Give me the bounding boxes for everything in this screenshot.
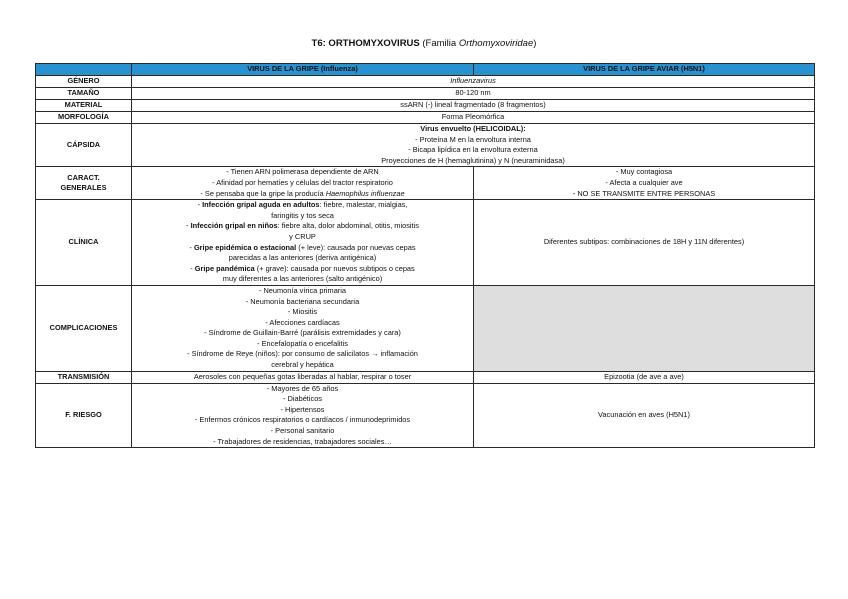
clinica-item bbox=[135, 264, 470, 275]
complicacion-line: - Miositis bbox=[287, 307, 318, 317]
caract-last-italic: Haemophilus influenzae bbox=[325, 188, 405, 198]
clinica-item-cont: y CRUP bbox=[289, 231, 316, 241]
clinica-item-text: (+ leve): causada por nuevas cepas bbox=[296, 242, 416, 252]
row-label-clinica: CLÍNICA bbox=[36, 200, 132, 286]
table-row-clinica bbox=[36, 200, 815, 286]
row-label-morfologia: MORFOLOGÍA bbox=[36, 112, 132, 124]
riesgo-avian-cell: Vacunación en aves (H5N1) bbox=[474, 383, 815, 448]
table-row-morfologia bbox=[36, 112, 815, 124]
complicaciones-influenza-cell bbox=[132, 285, 474, 371]
table-row-complicaciones bbox=[36, 285, 815, 371]
riesgo-influenza-cell bbox=[132, 383, 474, 448]
dash: - bbox=[197, 200, 203, 210]
complicacion-line: - Neumonía bacteriana secundaria bbox=[245, 296, 360, 306]
virus-table bbox=[35, 63, 815, 448]
header-empty bbox=[36, 64, 132, 76]
material-value: ssARN (-) lineal fragmentado (8 fragmentos) bbox=[132, 100, 815, 112]
clinica-item bbox=[135, 243, 470, 254]
complicaciones-avian-cell-empty bbox=[474, 285, 815, 371]
genero-value: Influenzavirus bbox=[132, 76, 815, 88]
dash: - bbox=[189, 242, 194, 252]
table-row-transmision bbox=[36, 371, 815, 383]
clinica-item-text: : fiebre, malestar, mialgias, bbox=[319, 200, 408, 210]
riesgo-line: - Hipertensos bbox=[280, 404, 325, 414]
caract-avian-line: - Muy contagiosa bbox=[615, 167, 673, 177]
capsida-line: - Bicapa lipídica en la envoltura externa bbox=[408, 145, 538, 155]
title-paren-open: (Familia bbox=[419, 38, 459, 49]
transmision-influenza-cell: Aerosoles con pequeñas gotas liberadas al hablar, respirar o toser bbox=[132, 371, 474, 383]
caract-label-2: GENERALES bbox=[60, 183, 107, 193]
dash: - bbox=[190, 263, 195, 273]
caract-last-prefix: - Se pensaba que la gripe la producía bbox=[200, 188, 326, 198]
caract-label-1: CARACT. bbox=[67, 172, 100, 182]
clinica-item-cont: faringitis y tos seca bbox=[271, 210, 334, 220]
complicacion-line: - Neumonía vírica primaria bbox=[258, 285, 347, 295]
capsida-line: Proyecciones de H (hemaglutinina) y N (neuraminidasa) bbox=[381, 155, 565, 165]
clinica-item-text: (+ grave): causada por nuevos subtipos o cepas bbox=[254, 263, 415, 273]
dash: - bbox=[186, 221, 191, 231]
row-label-transmision: TRANSMISIÓN bbox=[36, 371, 132, 383]
riesgo-line: - Trabajadores de residencias, trabajadores sociales… bbox=[213, 436, 392, 446]
caract-avian-line: - Afecta a cualquier ave bbox=[605, 177, 683, 187]
riesgo-line: - Diabéticos bbox=[282, 394, 323, 404]
riesgo-line: - Mayores de 65 años bbox=[266, 383, 339, 393]
tamano-value: 80-120 nm bbox=[132, 88, 815, 100]
transmision-avian-cell: Epizootia (de ave a ave) bbox=[474, 371, 815, 383]
riesgo-line: - Personal sanitario bbox=[270, 426, 335, 436]
title-family: Orthomyxoviridae bbox=[458, 38, 534, 49]
title-paren-close: ) bbox=[533, 38, 537, 49]
row-label-material: MATERIAL bbox=[36, 100, 132, 112]
riesgo-line: - Enfermos crónicos respiratorios o cardíacos / inmunodeprimidos bbox=[194, 415, 411, 425]
table-row-tamano bbox=[36, 88, 815, 100]
clinica-item-title: Infección gripal aguda en adultos bbox=[202, 200, 320, 210]
clinica-item bbox=[135, 221, 470, 232]
header-avian: VIRUS DE LA GRIPE AVIAR (H5N1) bbox=[474, 64, 815, 76]
title-main: T6: ORTHOMYXOVIRUS bbox=[311, 38, 420, 49]
capsida-cell bbox=[132, 124, 815, 167]
complicacion-line: - Síndrome de Reye (niños): por consumo de salicilatos → inflamación bbox=[187, 349, 418, 359]
caract-line: - Tienen ARN polimerasa dependiente de ARN bbox=[226, 167, 379, 177]
complicacion-line: - Afecciones cardíacas bbox=[265, 317, 340, 327]
clinica-item-title: Gripe epidémica o estacional bbox=[193, 242, 297, 252]
caract-line bbox=[135, 189, 470, 200]
table-header-row bbox=[36, 64, 815, 76]
complicacion-line: - Síndrome de Guillain-Barré (parálisis extremidades y cara) bbox=[204, 328, 401, 338]
row-label-riesgo: F. RIESGO bbox=[36, 383, 132, 448]
caract-avian-cell bbox=[474, 167, 815, 200]
clinica-item-title: Infección gripal en niños bbox=[190, 221, 278, 231]
table-row-material bbox=[36, 100, 815, 112]
morfologia-value: Forma Pleomórfica bbox=[132, 112, 815, 124]
table-row-riesgo bbox=[36, 383, 815, 448]
clinica-item-cont: parecidas a las anteriores (deriva antigénica) bbox=[228, 253, 377, 263]
row-label-tamano: TAMAÑO bbox=[36, 88, 132, 100]
caract-line: - Afinidad por hematíes y células del tractor respiratorio bbox=[212, 177, 393, 187]
clinica-avian-cell: Diferentes subtipos: combinaciones de 18H y 11N diferentes) bbox=[474, 200, 815, 286]
complicacion-line: cerebral y hepática bbox=[271, 360, 334, 370]
row-label-caract bbox=[36, 167, 132, 200]
complicacion-line: - Encefalopatía o encefalitis bbox=[257, 338, 348, 348]
clinica-item-cont: muy diferentes a las anteriores (salto antigénico) bbox=[222, 274, 383, 284]
caract-influenza-cell bbox=[132, 167, 474, 200]
capsida-line: Virus envuelto (HELICOIDAL): bbox=[420, 124, 526, 133]
caract-avian-line: - NO SE TRANSMITE ENTRE PERSONAS bbox=[572, 188, 716, 198]
clinica-item bbox=[135, 200, 470, 211]
row-label-complicaciones: COMPLICACIONES bbox=[36, 285, 132, 371]
table-row-genero bbox=[36, 76, 815, 88]
table-row-capsida bbox=[36, 124, 815, 167]
clinica-item-title: Gripe pandémica bbox=[194, 263, 255, 273]
capsida-line: - Proteína M en la envoltura interna bbox=[415, 134, 531, 144]
header-influenza: VIRUS DE LA GRIPE (Influenza) bbox=[132, 64, 474, 76]
table-row-caract bbox=[36, 167, 815, 200]
clinica-item-text: : fiebre alta, dolor abdominal, otitis, miositis bbox=[277, 221, 419, 231]
row-label-genero: GÉNERO bbox=[36, 76, 132, 88]
clinica-influenza-cell bbox=[132, 200, 474, 286]
row-label-capsida: CÁPSIDA bbox=[36, 124, 132, 167]
document-title bbox=[0, 38, 848, 49]
